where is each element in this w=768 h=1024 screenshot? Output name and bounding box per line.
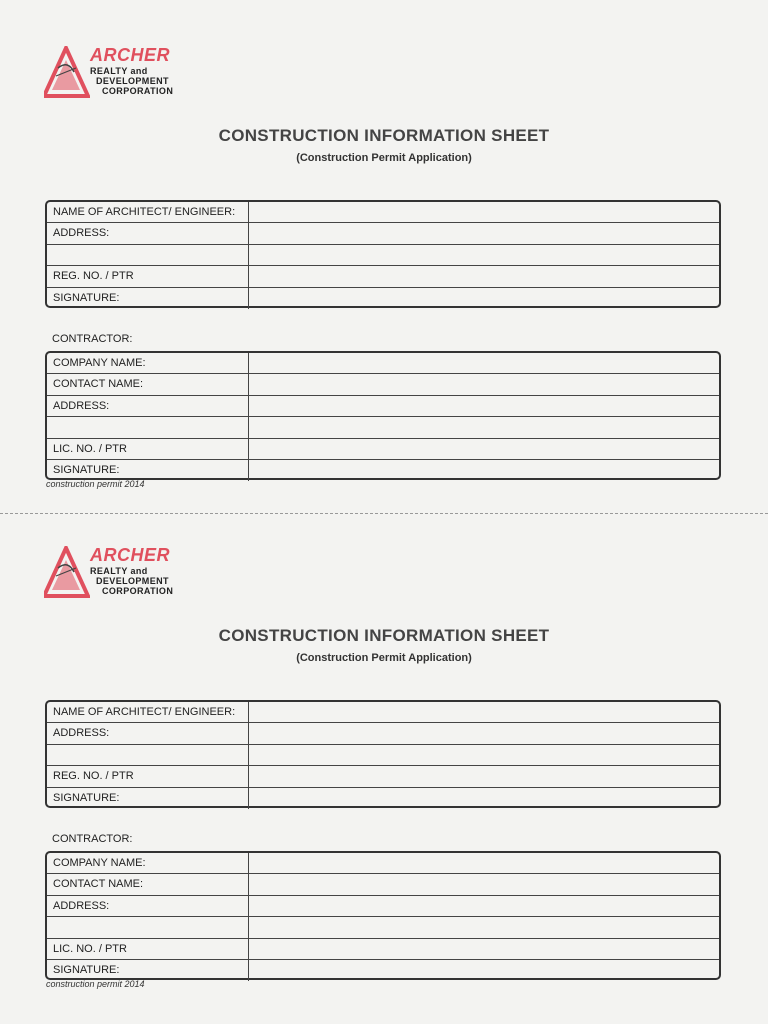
contractor-address-field-2[interactable]	[250, 917, 719, 937]
table-row	[47, 853, 719, 874]
table-row	[47, 396, 719, 417]
table-row	[47, 288, 719, 309]
contact-name-field[interactable]	[250, 374, 719, 394]
table-row	[47, 702, 719, 723]
architect-address-field[interactable]	[250, 223, 719, 243]
table-row	[47, 223, 719, 244]
logo-brand: ARCHER	[90, 45, 171, 65]
field-label: ADDRESS:	[47, 396, 249, 416]
table-row	[47, 245, 719, 266]
table-row	[47, 874, 719, 895]
archer-emblem-icon	[44, 46, 90, 98]
architect-table	[45, 200, 721, 308]
logo-line-3: CORPORATION	[102, 86, 174, 96]
contractor-address-field[interactable]	[250, 896, 719, 916]
contractor-address-field[interactable]	[250, 396, 719, 416]
architect-table	[45, 700, 721, 808]
logo-line-1: REALTY and	[90, 66, 148, 76]
table-row	[47, 202, 719, 223]
lic-no-field[interactable]	[250, 939, 719, 959]
table-row	[47, 939, 719, 960]
footer-note: construction permit 2014	[46, 979, 145, 989]
sheet-title: CONSTRUCTION INFORMATION SHEET	[218, 126, 550, 145]
logo-line-3: CORPORATION	[102, 586, 174, 596]
architect-signature-field[interactable]	[250, 288, 719, 309]
field-label: ADDRESS:	[47, 223, 249, 243]
field-label: COMPANY NAME:	[47, 353, 249, 373]
field-label: SIGNATURE:	[47, 460, 249, 481]
contractor-address-field-2[interactable]	[250, 417, 719, 437]
contractor-table	[45, 851, 721, 980]
table-row	[47, 353, 719, 374]
field-label: COMPANY NAME:	[47, 853, 249, 873]
contractor-table	[45, 351, 721, 480]
table-row	[47, 766, 719, 787]
field-label: ADDRESS:	[47, 723, 249, 743]
archer-emblem-icon	[44, 546, 90, 598]
sheet-subtitle: (Construction Permit Application)	[296, 152, 472, 164]
table-row	[47, 745, 719, 766]
field-label: LIC. NO. / PTR	[47, 439, 249, 459]
table-row	[47, 896, 719, 917]
lic-no-field[interactable]	[250, 439, 719, 459]
logo-line-1: REALTY and	[90, 566, 148, 576]
table-row	[47, 788, 719, 809]
table-row	[47, 374, 719, 395]
table-row	[47, 439, 719, 460]
table-row	[47, 960, 719, 981]
field-label: ADDRESS:	[47, 896, 249, 916]
architect-name-field[interactable]	[250, 702, 719, 722]
field-label	[47, 417, 249, 437]
architect-address-field-2[interactable]	[250, 745, 719, 765]
archer-logo	[44, 546, 194, 602]
logo-brand: ARCHER	[90, 545, 171, 565]
field-label	[47, 917, 249, 937]
field-label: REG. NO. / PTR	[47, 766, 249, 786]
sheet-title: CONSTRUCTION INFORMATION SHEET	[218, 626, 550, 645]
architect-address-field[interactable]	[250, 723, 719, 743]
contractor-heading: CONTRACTOR:	[52, 833, 133, 845]
field-label: SIGNATURE:	[47, 960, 249, 981]
table-row	[47, 460, 719, 481]
architect-name-field[interactable]	[250, 202, 719, 222]
table-row	[47, 266, 719, 287]
archer-logo	[44, 46, 194, 102]
logo-line-2: DEVELOPMENT	[96, 576, 169, 586]
table-row	[47, 417, 719, 438]
table-row	[47, 723, 719, 744]
logo-line-2: DEVELOPMENT	[96, 76, 169, 86]
field-label: NAME OF ARCHITECT/ ENGINEER:	[47, 202, 249, 222]
contractor-heading: CONTRACTOR:	[52, 333, 133, 345]
company-name-field[interactable]	[250, 853, 719, 873]
architect-address-field-2[interactable]	[250, 245, 719, 265]
field-label: SIGNATURE:	[47, 288, 249, 309]
architect-reg-no-field[interactable]	[250, 766, 719, 786]
field-label	[47, 745, 249, 765]
contact-name-field[interactable]	[250, 874, 719, 894]
architect-signature-field[interactable]	[250, 788, 719, 809]
contractor-signature-field[interactable]	[250, 960, 719, 981]
field-label: SIGNATURE:	[47, 788, 249, 809]
form-sheet-top	[0, 0, 768, 500]
form-sheet-bottom	[0, 500, 768, 1000]
field-label: NAME OF ARCHITECT/ ENGINEER:	[47, 702, 249, 722]
field-label: CONTACT NAME:	[47, 874, 249, 894]
field-label: LIC. NO. / PTR	[47, 939, 249, 959]
footer-note: construction permit 2014	[46, 479, 145, 489]
company-name-field[interactable]	[250, 353, 719, 373]
sheet-subtitle: (Construction Permit Application)	[296, 652, 472, 664]
table-row	[47, 917, 719, 938]
field-label	[47, 245, 249, 265]
contractor-signature-field[interactable]	[250, 460, 719, 481]
field-label: REG. NO. / PTR	[47, 266, 249, 286]
field-label: CONTACT NAME:	[47, 374, 249, 394]
architect-reg-no-field[interactable]	[250, 266, 719, 286]
